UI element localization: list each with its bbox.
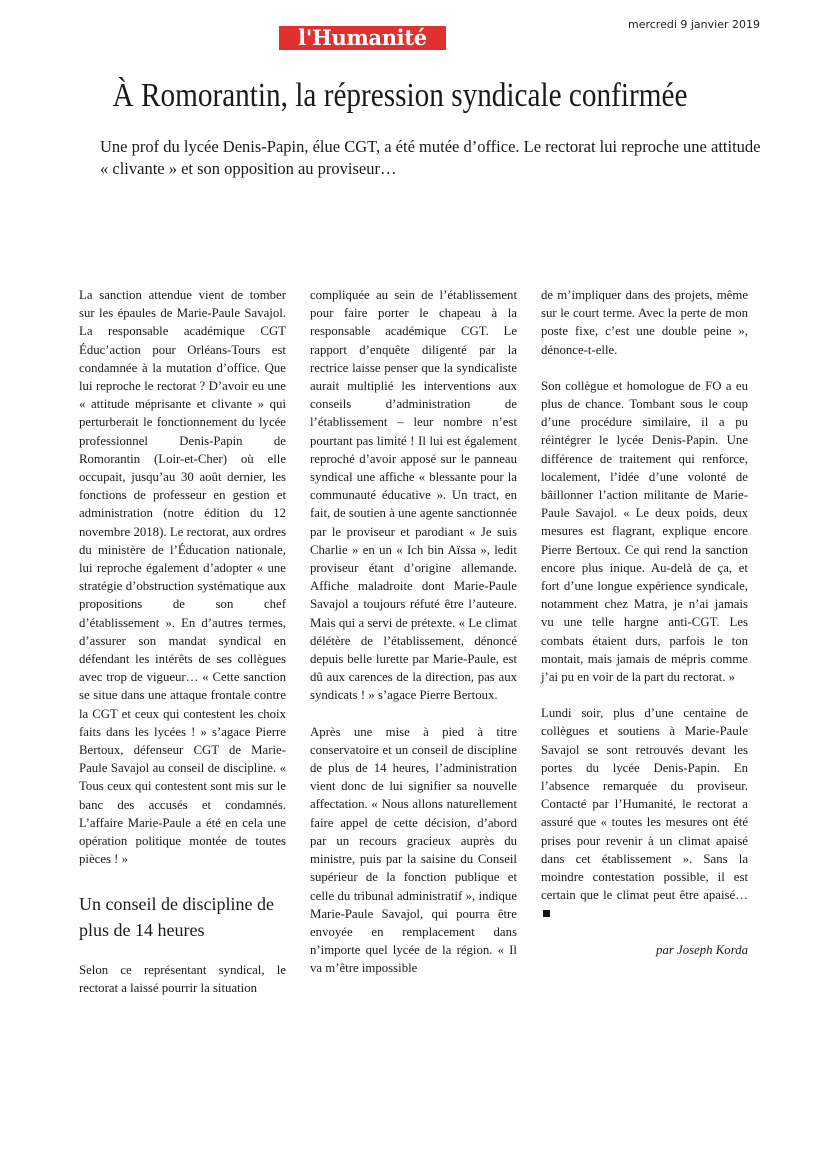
byline: par Joseph Korda — [656, 942, 748, 957]
paragraph: Après une mise à pied à titre conservatoire et un conseil de discipline de plus de 14 heures, l’administration vient donc de lui signifier sa nouvelle affectation. « Nous allons naturellement faire appel de cette décision, d’abord par un recours gracieux auprès du ministre, puis par la saisine du Conseil supérieur de la fonction publique et celle du tribunal administratif », indique Marie-Paule Savajol, qui pourra être envoyée en remplacement dans n’importe quel lycée de la région. « Il va m’être impossible — [310, 724, 517, 976]
article-column-2 — [310, 286, 517, 978]
article-column-1 — [79, 286, 286, 997]
article-subhead: Un conseil de discipline de plus de 14 heures — [79, 893, 274, 940]
paragraph: compliquée au sein de l’établissement pour faire porter le chapeau à la responsable académique CGT. Le rapport d’enquête diligenté par la rectrice laisse penser que la syndicaliste aurait multiplié les interventions aux conseils d’administration de l’établissement – leur nombre n’est pourtant pas limité ! Il lui est également reproché d’avoir apposé sur le panneau syndical une affiche « blessante pour la communauté éducative ». Un tract, en fait, de soutien à une agente sanctionnée par le proviseur et parodiant « Je suis Charlie » en un « Ich bin Aïssa », ledit proviseur étant d’origine allemande. Affiche maladroite dont Marie-Paule Savajol a toujours réfuté être l’auteure. Mais qui a servi de prétexte. « Le climat délétère de l’établissement, dénoncé depuis belle lurette par Marie-Paule, est dû aux carences de la direction, pas aux syndicats ! » s’agace Pierre Bertoux. — [310, 288, 517, 703]
article-title: À Romorantin, la répression syndicale confirmée — [112, 77, 688, 114]
paragraph-final-text: Lundi soir, plus d’une centaine de collègues et soutiens à Marie-Paule Savajol se sont retrouvés devant les portes du lycée Denis-Papin. En l’absence remarquée du proviseur. Contacté par l’Humanité, le rectorat a assuré que « toutes les mesures ont été prises pour revenir à un climat apaisé dans cet établissement ». Sans la moindre contestation possible, il est certain que le climat peut être apaisé… — [541, 706, 748, 903]
paragraph-final — [541, 704, 748, 922]
publication-date: mercredi 9 janvier 2019 — [627, 18, 760, 31]
newspaper-logo: l'Humanité — [279, 26, 446, 50]
article-column-3 — [541, 286, 748, 959]
end-square-icon — [543, 910, 550, 917]
paragraph: de m’impliquer dans des projets, même sur le court terme. Avec la perte de mon poste fixe, c’est une double peine », dénonce-t-elle. — [541, 288, 748, 357]
paragraph: La sanction attendue vient de tomber sur les épaules de Marie-Paule Savajol. La responsable académique CGT Éduc’action pour Orléans-Tours est condamnée à la mutation d’office. Que lui reproche le rectorat ? D’avoir eu une « attitude méprisante et clivante » qui perturberait le fonctionnement du lycée professionnel Denis-Papin de Romorantin (Loir-et-Cher) où elle occupait, jusqu’au 30 août dernier, les fonctions de professeur en gestion et administration (notre édition du 12 novembre 2018). Le rectorat, aux ordres du ministère de l’Éducation nationale, lui reproche également d’adopter « une stratégie d’obstruction systématique aux propositions de son chef d’établissement ». En d’autres termes, d’assurer son mandat syndical en défendant les intérêts de ses collègues avec trop de vigueur… « Cette sanction se situe dans une attaque frontale contre la CGT et ceux qui contestent les choix faits dans les lycées ! » s’agace Pierre Bertoux, défenseur CGT de Marie-Paule Savajol au conseil de discipline. « Tous ceux qui contestent sont mis sur le banc des accusés et condamnés. L’affaire Marie-Paule a été en cela une opération politique montée de toutes pièces ! » — [79, 288, 286, 867]
article-lead: Une prof du lycée Denis-Papin, élue CGT, a été mutée d’office. Le rectorat lui reproche une attitude « clivante » et son opposition au proviseur… — [100, 137, 761, 178]
paragraph: Son collègue et homologue de FO a eu plus de chance. Tombant sous le coup d’une procédure similaire, il a pu réintégrer le lycée Denis-Papin. Une différence de traitement qui renforce, localement, l’idée d’une volonté de bâillonner l’action militante de Marie-Paule Savajol. « Le deux poids, deux mesures est flagrant, explique encore Pierre Bertoux. Ce qui rend la sanction encore plus inique. Au-delà de ça, et fort d’une longue expérience syndicale, notamment chez Matra, je n’ai jamais vu une telle hargne anti-CGT. Les combats étaient durs, parfois le ton montait, mais jamais de mépris comme j’ai pu en voir de la part du rectorat. » — [541, 378, 748, 685]
paragraph: Selon ce représentant syndical, le rectorat a laissé pourrir la situation — [79, 962, 286, 995]
